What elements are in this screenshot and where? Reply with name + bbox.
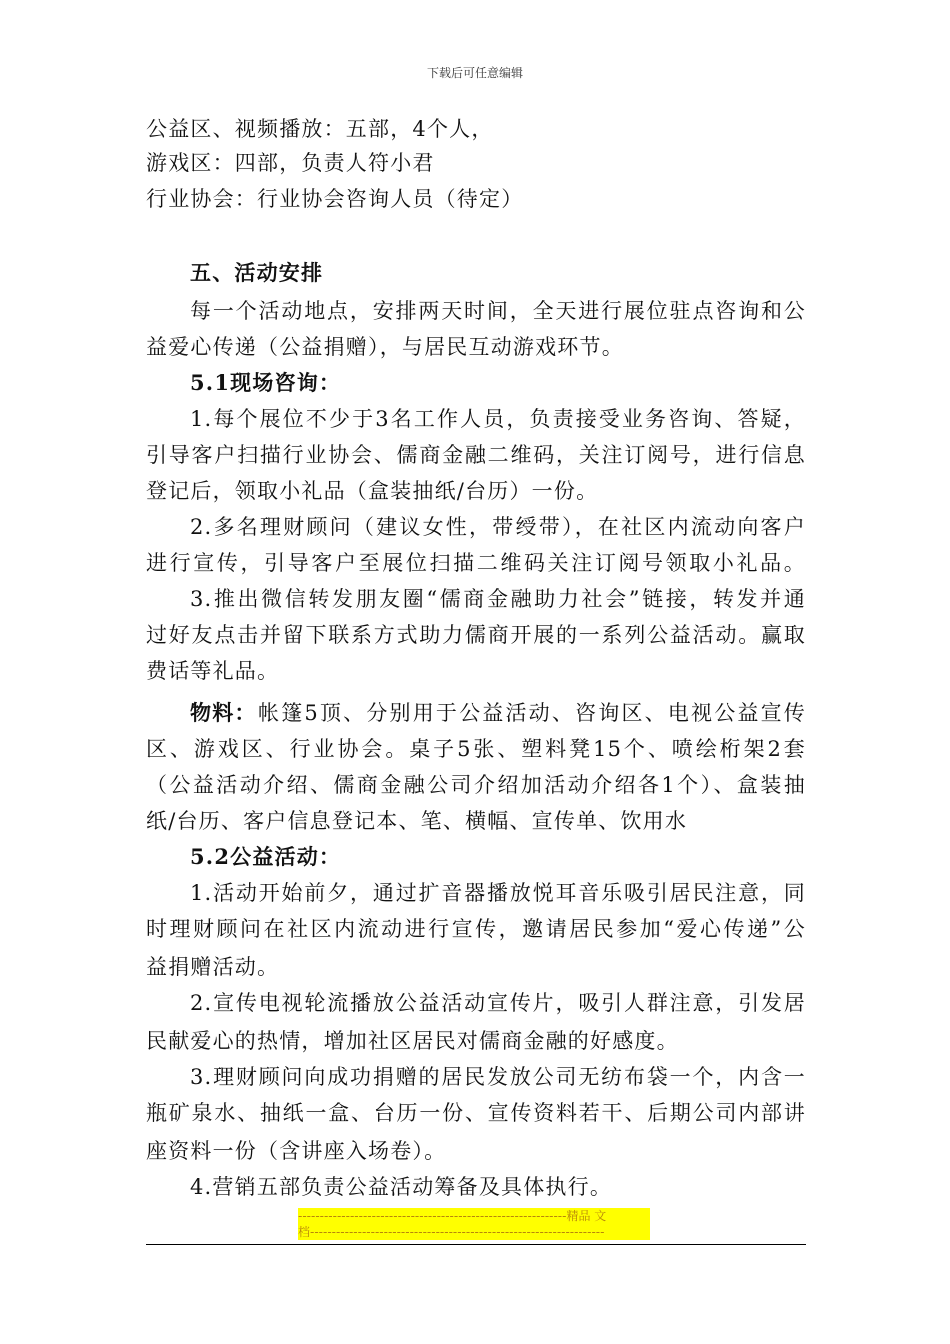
text-line: 过好友点击并留下联系方式助力儒商开展的一系列公益活动。赢取	[146, 623, 806, 647]
text-line: 区、游戏区、行业协会。桌子5张、塑料凳15个、喷绘桁架2套	[146, 737, 806, 761]
text-line: 进行宣传，引导客户至展位扫描二维码关注订阅号领取小礼品。	[146, 551, 806, 575]
section-heading: 五、活动安排	[190, 260, 324, 285]
materials-label: 物料：	[190, 700, 257, 725]
text-line: 2.多名理财顾问（建议女性，带绶带），在社区内流动向客户	[190, 515, 806, 539]
subsection-heading: 5.2公益活动：	[190, 844, 342, 869]
text-line: 帐篷5顶、分别用于公益活动、咨询区、电视公益宣传	[258, 701, 806, 725]
text-line: 每一个活动地点，安排两天时间，全天进行展位驻点咨询和公	[190, 299, 806, 323]
text-line: 3.理财顾问向成功捐赠的居民发放公司无纺布袋一个，内含一	[190, 1065, 806, 1089]
text-line: 3.推出微信转发朋友圈“儒商金融助力社会”链接，转发并通	[190, 587, 806, 611]
text-line: 民献爱心的热情，增加社区居民对儒商金融的好感度。	[146, 1029, 679, 1053]
page-header: 下载后可任意编辑	[426, 66, 523, 80]
text-line: （公益活动介绍、儒商金融公司介绍加活动介绍各1个）、盒装抽	[146, 773, 806, 797]
text-line: 益爱心传递（公益捐赠），与居民互动游戏环节。	[146, 335, 624, 359]
footer-line: --------------------------------------------------------------精品 文	[298, 1209, 607, 1223]
footer-line: 档--------------------------------------------------------------------	[298, 1225, 605, 1239]
text-line: 纸/台历、客户信息登记本、笔、横幅、宣传单、饮用水	[146, 809, 688, 833]
text-line: 登记后，领取小礼品（盒装抽纸/台历）一份。	[146, 479, 599, 503]
text-line: 2.宣传电视轮流播放公益活动宣传片，吸引人群注意，引发居	[190, 991, 806, 1015]
text-line: 1.每个展位不少于3名工作人员，负责接受业务咨询、答疑，	[190, 407, 806, 431]
text-line: 座资料一份（含讲座入场卷）。	[146, 1139, 447, 1163]
text-line: 公益区、视频播放：五部，4个人，	[146, 117, 494, 141]
text-line: 益捐赠活动。	[146, 955, 280, 979]
text-line: 时理财顾问在社区内流动进行宣传，邀请居民参加“爱心传递”公	[146, 917, 806, 941]
text-line: 行业协会：行业协会咨询人员（待定）	[146, 187, 524, 211]
footer-watermark	[298, 1208, 650, 1240]
footer-rule	[146, 1244, 806, 1245]
text-line: 费话等礼品。	[146, 659, 280, 683]
text-line: 4.营销五部负责公益活动筹备及具体执行。	[190, 1175, 613, 1199]
text-line: 1.活动开始前夕，通过扩音器播放悦耳音乐吸引居民注意，同	[190, 881, 806, 905]
text-line: 游戏区：四部，负责人符小君	[146, 151, 435, 175]
text-line: 瓶矿泉水、抽纸一盒、台历一份、宣传资料若干、后期公司内部讲	[146, 1101, 806, 1125]
text-line: 引导客户扫描行业协会、儒商金融二维码，关注订阅号，进行信息	[146, 443, 806, 467]
subsection-heading: 5.1现场咨询：	[190, 370, 342, 395]
